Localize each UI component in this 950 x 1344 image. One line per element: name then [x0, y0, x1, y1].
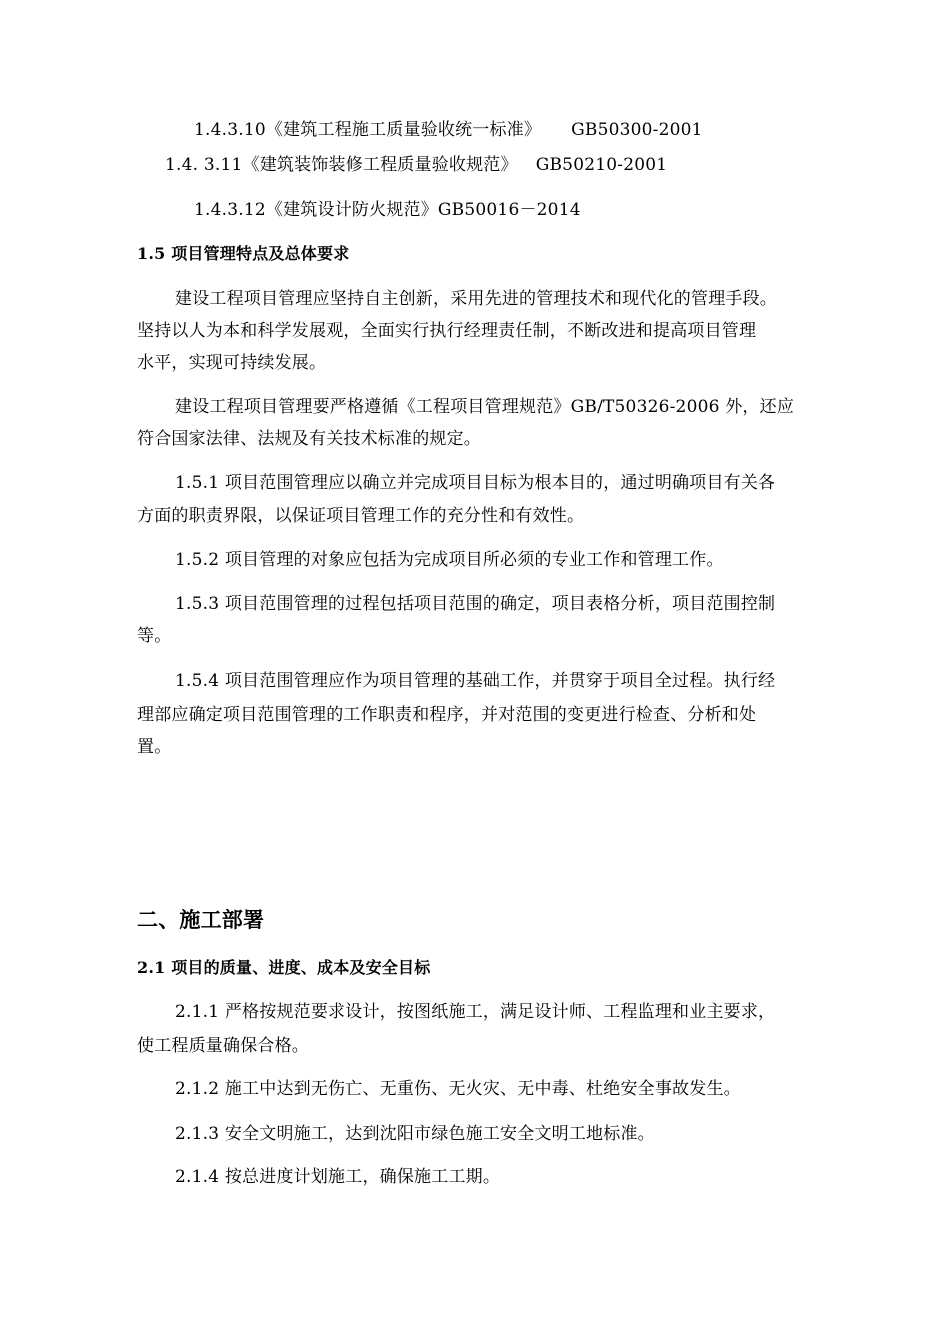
paragraph-line: 水平，实现可持续发展。 — [137, 353, 327, 373]
paragraph-line: 1.5.4 项目范围管理应作为项目管理的基础工作，并贯穿于项目全过程。执行经 — [175, 671, 776, 691]
section-heading: 2.1 项目的质量、进度、成本及安全目标 — [137, 958, 431, 977]
paragraph-line: 理部应确定项目范围管理的工作职责和程序，并对范围的变更进行检查、分析和处 — [137, 705, 757, 725]
reference-code: GB50210-2001 — [535, 155, 668, 175]
reference-title: 《建筑装饰装修工程质量验收规范》 — [242, 155, 518, 175]
paragraph-line: 1.5.3 项目范围管理的过程包括项目范围的确定，项目表格分析，项目范围控制 — [175, 594, 776, 614]
paragraph-line: 2.1.1 严格按规范要求设计，按图纸施工，满足设计师、工程监理和业主要求， — [175, 1002, 776, 1022]
reference-item — [194, 198, 581, 222]
reference-number: 1.4. 3.11 — [165, 155, 243, 175]
paragraph-line: 1.5.1 项目范围管理应以确立并完成项目目标为根本目的，通过明确项目有关各 — [175, 473, 776, 493]
reference-number: 1.4.3.12 — [194, 200, 266, 220]
paragraph-line: 2.1.4 按总进度计划施工，确保施工工期。 — [175, 1167, 501, 1187]
section-heading: 1.5 项目管理特点及总体要求 — [137, 244, 350, 263]
paragraph-line: 坚持以人为本和科学发展观，全面实行执行经理责任制，不断改进和提高项目管理 — [137, 321, 757, 341]
paragraph-line: 1.5.2 项目管理的对象应包括为完成项目所必须的专业工作和管理工作。 — [175, 550, 724, 570]
paragraph-line: 符合国家法律、法规及有关技术标准的规定。 — [137, 429, 481, 449]
paragraph-line: 使工程质量确保合格。 — [137, 1036, 309, 1056]
paragraph-line: 2.1.3 安全文明施工，达到沈阳市绿色施工安全文明工地标准。 — [175, 1124, 655, 1144]
paragraph-line: 置。 — [137, 737, 172, 757]
paragraph-line: 等。 — [137, 626, 172, 646]
paragraph-line: 方面的职责界限，以保证项目管理工作的充分性和有效性。 — [137, 506, 585, 526]
reference-code: GB50016－2014 — [437, 200, 581, 220]
reference-title: 《建筑设计防火规范》 — [265, 200, 438, 220]
reference-number: 1.4.3.10 — [194, 120, 266, 140]
reference-title: 《建筑工程施工质量验收统一标准》 — [265, 120, 542, 140]
reference-code: GB50300-2001 — [571, 120, 703, 140]
chapter-heading: 二、施工部署 — [137, 907, 265, 932]
reference-item — [194, 118, 703, 142]
paragraph-line: 2.1.2 施工中达到无伤亡、无重伤、无火灾、无中毒、杜绝安全事故发生。 — [175, 1079, 741, 1099]
reference-item — [165, 153, 667, 177]
paragraph-line: 建设工程项目管理要严格遵循《工程项目管理规范》GB/T50326-2006 外，还应 — [175, 397, 795, 417]
paragraph-line: 建设工程项目管理应坚持自主创新，采用先进的管理技术和现代化的管理手段。 — [175, 289, 777, 309]
